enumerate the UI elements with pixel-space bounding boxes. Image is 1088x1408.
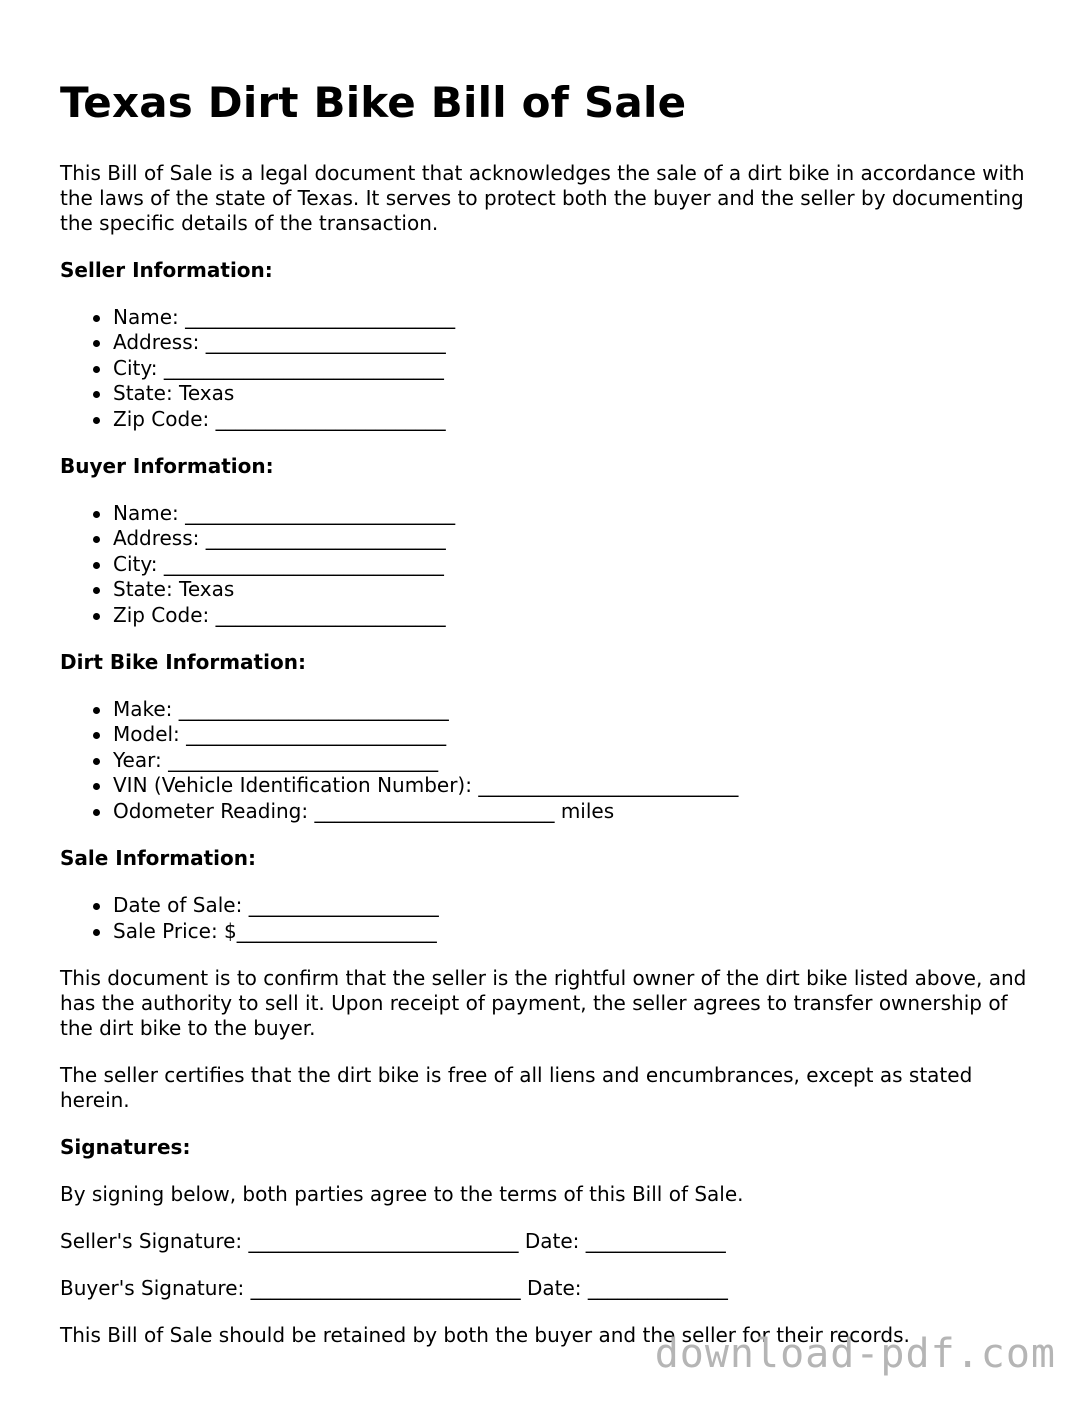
bike-model-field: Model: __________________________	[113, 722, 1040, 747]
bike-odometer-field: Odometer Reading: ________________________ miles	[113, 799, 1040, 824]
buyer-zip-field: Zip Code: _______________________	[113, 603, 1040, 628]
watermark: download-pdf.com	[654, 1331, 1056, 1377]
bike-list	[60, 697, 1040, 824]
sale-price-field: Sale Price: $____________________	[113, 919, 1040, 944]
confirm-paragraph: This document is to confirm that the seller is the rightful owner of the dirt bike listed above, and has the authority to sell it. Upon receipt of payment, the seller agrees to transfer ownership of the dirt bike to the buyer.	[60, 965, 1027, 1040]
seller-signature-line: Seller's Signature: ___________________________ Date: ______________	[60, 1228, 726, 1253]
buyer-address-field: Address: ________________________	[113, 526, 1040, 551]
buyer-signature-line: Buyer's Signature: ___________________________ Date: ______________	[60, 1275, 728, 1300]
bike-year-field: Year: ___________________________	[113, 748, 1040, 773]
buyer-heading: Buyer Information:	[60, 454, 274, 479]
bike-vin-field: VIN (Vehicle Identification Number): __________________________	[113, 773, 1040, 798]
seller-city-field: City: ____________________________	[113, 356, 1040, 381]
sale-heading: Sale Information:	[60, 846, 256, 871]
seller-address-field: Address: ________________________	[113, 330, 1040, 355]
buyer-state-field: State: Texas	[113, 577, 1040, 602]
seller-zip-field: Zip Code: _______________________	[113, 407, 1040, 432]
bike-heading: Dirt Bike Information:	[60, 650, 306, 675]
sale-list	[60, 893, 1040, 944]
document-title: Texas Dirt Bike Bill of Sale	[60, 78, 687, 127]
bike-make-field: Make: ___________________________	[113, 697, 1040, 722]
buyer-list	[60, 501, 1040, 628]
seller-heading: Seller Information:	[60, 258, 273, 282]
buyer-name-field: Name: ___________________________	[113, 501, 1040, 526]
intro-paragraph: This Bill of Sale is a legal document that acknowledges the sale of a dirt bike in accordance with the laws of the state of Texas. It serves to protect both the buyer and the seller by documenting the specific details of the transaction.	[60, 161, 1025, 235]
retain-paragraph: This Bill of Sale should be retained by both the buyer and the seller for their records.	[60, 1322, 910, 1347]
document-page	[60, 0, 1040, 1348]
sale-date-field: Date of Sale: ___________________	[113, 893, 1040, 918]
certify-paragraph: The seller certifies that the dirt bike is free of all liens and encumbrances, except as stated herein.	[60, 1062, 973, 1112]
seller-name-field: Name: ___________________________	[113, 305, 1040, 330]
seller-state-field: State: Texas	[113, 381, 1040, 406]
agree-paragraph: By signing below, both parties agree to the terms of this Bill of Sale.	[60, 1181, 744, 1206]
seller-list	[60, 305, 1040, 432]
buyer-city-field: City: ____________________________	[113, 552, 1040, 577]
signatures-heading: Signatures:	[60, 1134, 191, 1159]
